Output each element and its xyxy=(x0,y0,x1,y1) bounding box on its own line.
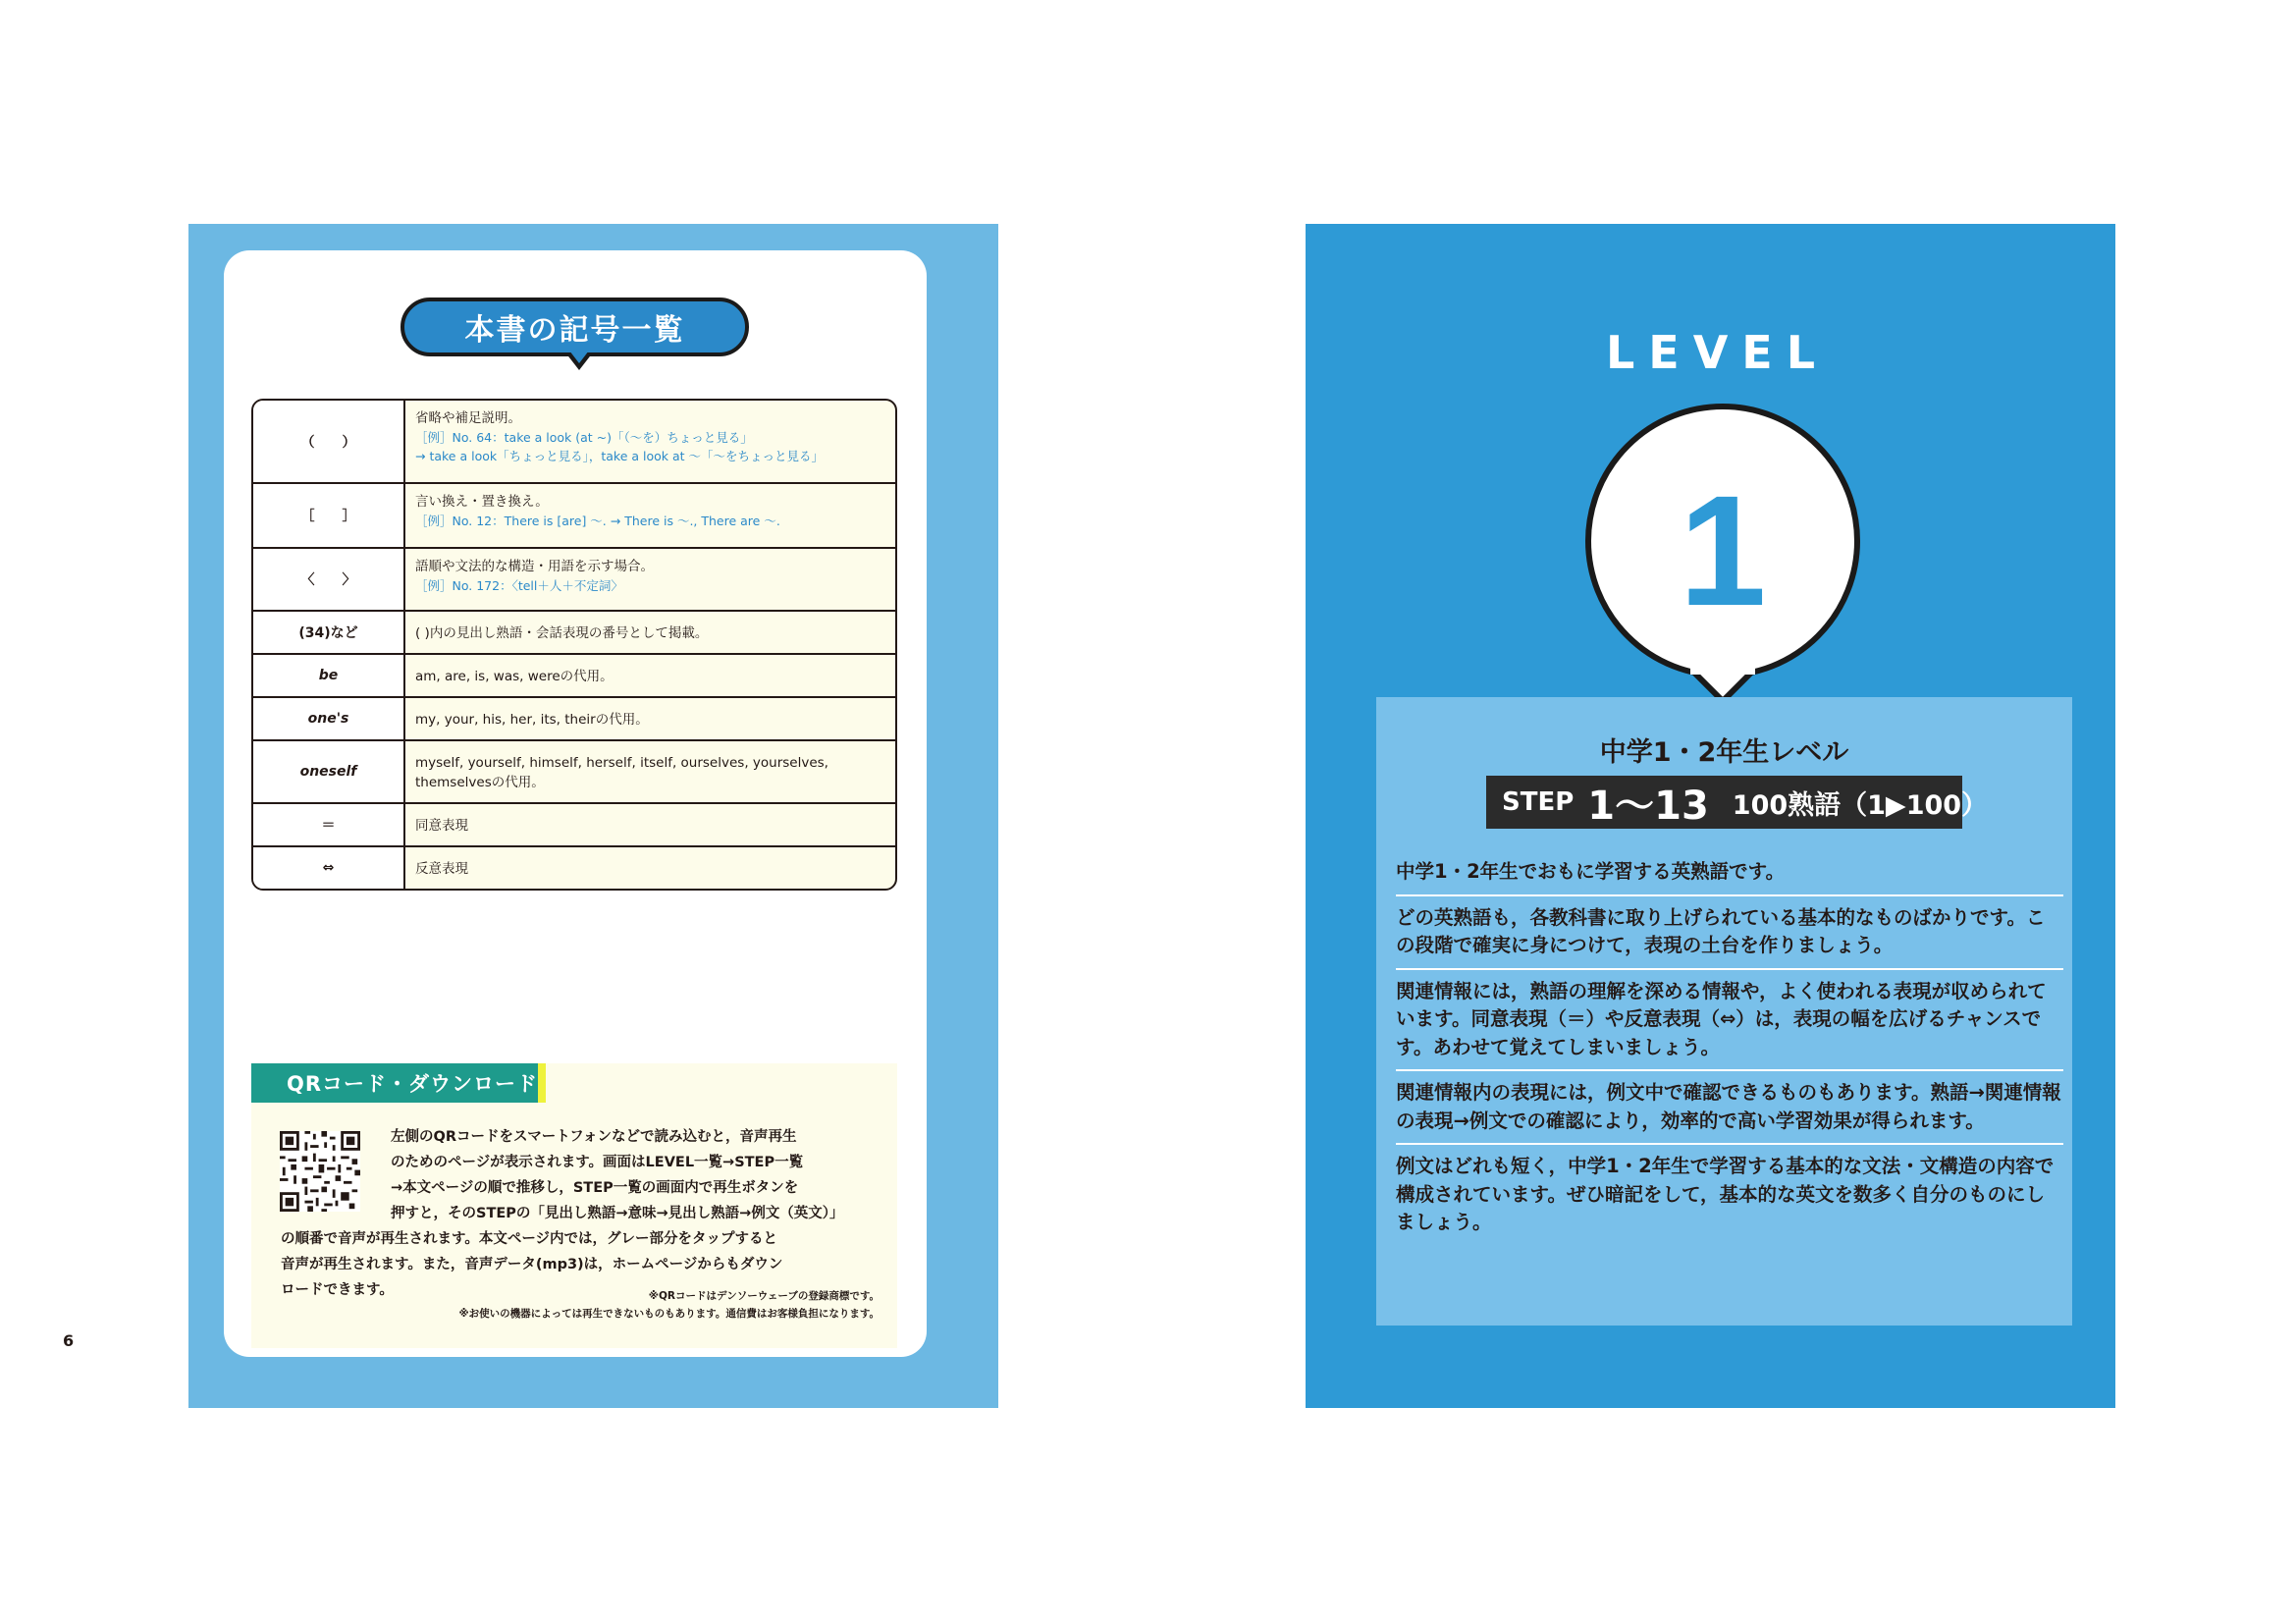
symbol-cell: 〈 〉 xyxy=(253,549,405,610)
description-cell xyxy=(405,847,895,889)
table-row xyxy=(253,802,895,845)
left-page xyxy=(188,224,998,1408)
example-text: ［例］No. 12：There is [are] ～. → There is ～., There are ～. xyxy=(415,514,780,528)
description-text: myself, yourself, himself, herself, itself, ourselves, yourselves, themselvesの代用。 xyxy=(415,754,828,790)
table-row xyxy=(253,739,895,802)
description-text: 同意表現 xyxy=(415,817,468,834)
table-row xyxy=(253,547,895,610)
table-row xyxy=(253,696,895,739)
qr-description xyxy=(281,1124,881,1303)
table-row xyxy=(253,401,895,482)
qr-device-note: ※お使いの機器によっては再生できないものもあります。通信費はお客様負担になります。 xyxy=(458,1308,880,1320)
step-range: 1～13 xyxy=(1587,783,1709,829)
legend-title: 本書の記号一覧 xyxy=(400,298,749,356)
description-cell xyxy=(405,655,895,696)
description-cell xyxy=(405,484,895,547)
right-page xyxy=(1306,224,2115,1408)
description-text: my, your, his, her, its, theirの代用。 xyxy=(415,711,649,728)
page-number: 6 xyxy=(63,1331,75,1350)
description-cell xyxy=(405,401,895,482)
table-row xyxy=(253,845,895,889)
qr-text-line: のためのページが表示されます。画面はLEVEL一覧→STEP一覧 xyxy=(391,1155,804,1170)
info-paragraph: どの英熟語も，各教科書に取り上げられている基本的なものばかりです。この段階で確実に身につけて，表現の土台を作りましょう。 xyxy=(1396,904,2063,970)
info-paragraph: 関連情報には，熟語の理解を深める情報や，よく使われる表現が収められています。同意表現（＝）や反意表現（⇔）は，表現の幅を広げるチャンスです。あわせて覚えてしまいましょう。 xyxy=(1396,978,2063,1072)
description-cell xyxy=(405,698,895,739)
qr-heading: QRコード・ダウンロード xyxy=(251,1063,544,1103)
qr-text-line: の順番で音声が再生されます。本文ページ内では，グレー部分をタップすると xyxy=(281,1231,778,1247)
grade-label: 中学1・2年生レベル xyxy=(1599,737,1849,768)
table-row xyxy=(253,653,895,696)
symbol-cell: oneself xyxy=(253,741,405,802)
description-cell xyxy=(405,549,895,610)
info-paragraphs xyxy=(1396,858,2063,1253)
example-text: ［例］No. 64：take a look (at ~)「（～を）ちょっと見る」 xyxy=(415,430,753,445)
info-paragraph: 関連情報内の表現には，例文中で確認できるものもあります。熟語→関連情報の表現→例文での確認により，効率的で高い学習効果が得られます。 xyxy=(1396,1079,2063,1145)
description-text: am, are, is, was, wereの代用。 xyxy=(415,668,614,684)
level-info-box xyxy=(1376,697,2072,1326)
qr-text-line: ロードできます。 xyxy=(281,1282,394,1298)
legend-title-tail-inner xyxy=(569,351,589,363)
step-bar xyxy=(1486,776,1989,829)
qr-trademark-note: ※QRコードはデンソーウェーブの登録商標です。 xyxy=(648,1290,880,1302)
description-cell xyxy=(405,612,895,653)
symbol-cell: （ ） xyxy=(253,401,405,482)
description-text: ( )内の見出し熟語・会話表現の番号として掲載。 xyxy=(415,624,709,641)
symbol-cell: ［ ］ xyxy=(253,484,405,547)
description-cell xyxy=(405,741,895,802)
left-page-card xyxy=(224,250,927,1357)
level-label: LEVEL xyxy=(1605,326,1830,379)
qr-heading-accent xyxy=(538,1063,546,1103)
qr-download-section xyxy=(251,1063,897,1348)
step-word: STEP xyxy=(1502,787,1575,817)
table-row xyxy=(253,482,895,547)
description-text: 語順や文法的な構造・用語を示す場合。 xyxy=(415,559,654,574)
table-row xyxy=(253,610,895,653)
qr-text-line: 音声が再生されます。また，音声データ(mp3)は，ホームページからもダウン xyxy=(281,1257,783,1272)
qr-text-line: →本文ページの順で推移し，STEP一覧の画面内で再生ボタンを xyxy=(391,1180,799,1196)
symbol-cell: be xyxy=(253,655,405,696)
symbol-cell: ＝ xyxy=(253,804,405,845)
description-text: 言い換え・置き換え。 xyxy=(415,494,549,510)
description-text: 省略や補足説明。 xyxy=(415,410,521,426)
description-text: 反意表現 xyxy=(415,860,468,877)
example-text: ［例］No. 172：〈tell＋人＋不定詞〉 xyxy=(415,578,623,593)
description-cell xyxy=(405,804,895,845)
qr-notes xyxy=(458,1287,880,1323)
qr-text-line: 押すと，そのSTEPの「見出し熟語→意味→見出し熟語→例文（英文）」 xyxy=(391,1206,844,1221)
idiom-count: 100熟語（1▶100） xyxy=(1732,789,1989,821)
qr-text-line: 左側のQRコードをスマートフォンなどで読み込むと，音声再生 xyxy=(391,1129,797,1145)
symbol-table xyxy=(251,399,897,891)
level-number: 1 xyxy=(1679,462,1767,638)
info-paragraph: 中学1・2年生でおもに学習する英熟語です。 xyxy=(1396,858,2063,896)
example-text: → take a look「ちょっと見る」，take a look at ～「～をちょっと見る」 xyxy=(415,449,825,463)
symbol-cell: (34)など xyxy=(253,612,405,653)
symbol-cell: ⇔ xyxy=(253,847,405,889)
info-paragraph: 例文はどれも短く，中学1・2年生で学習する基本的な文法・文構造の内容で構成されています。ぜひ暗記をして，基本的な英文を数多く自分のものにしましょう。 xyxy=(1396,1155,2055,1233)
symbol-cell: one's xyxy=(253,698,405,739)
